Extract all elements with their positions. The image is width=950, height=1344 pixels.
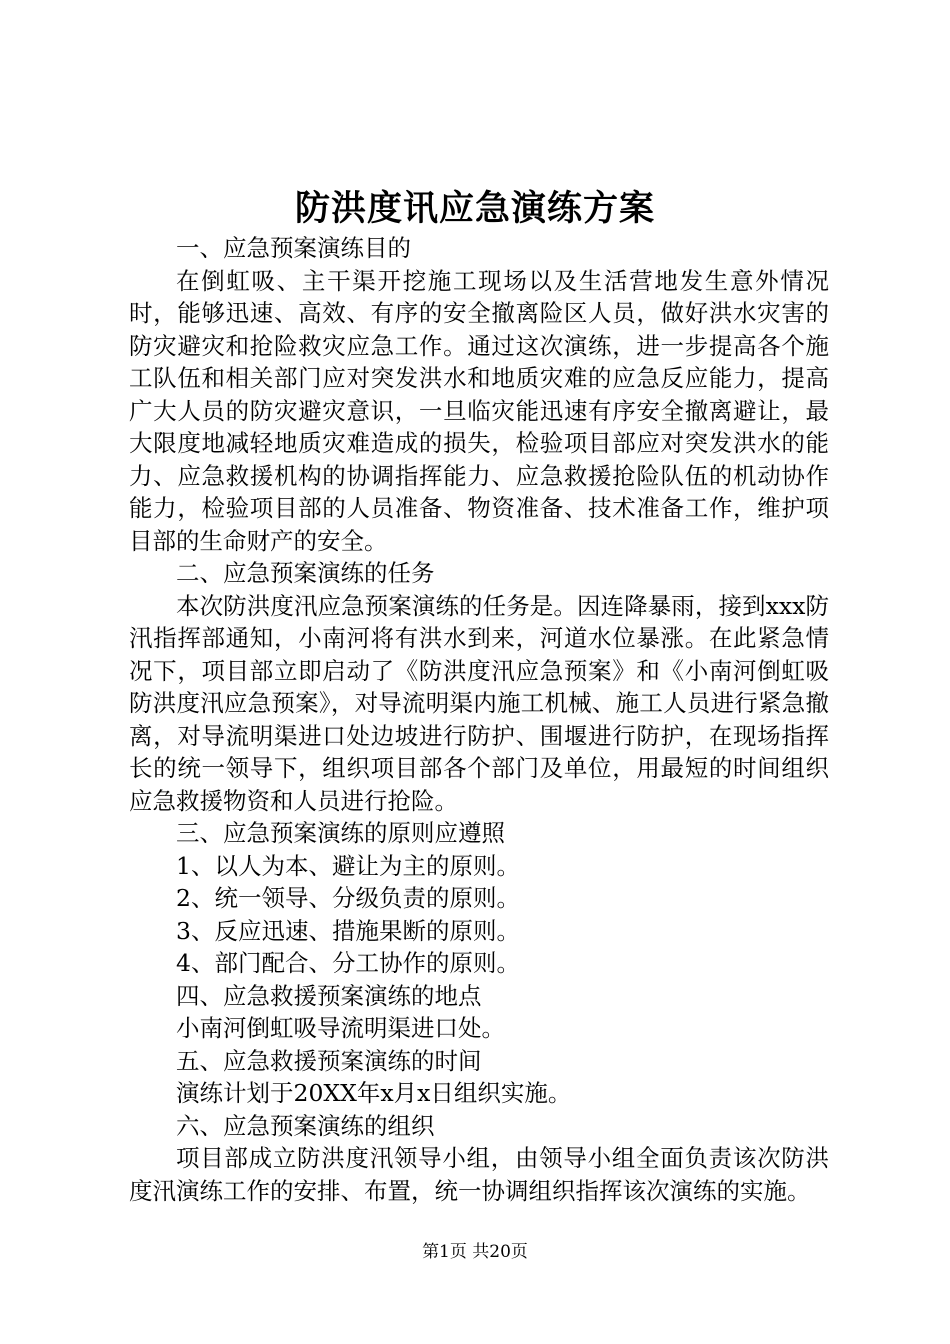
document-title: 防洪度讯应急演练方案 <box>294 188 655 229</box>
time-text: 演练计划于20XX年x月x日组织实施。 <box>176 1079 572 1107</box>
section-heading-location: 四、应急救援预案演练的地点 <box>176 981 482 1010</box>
section-heading-principles: 三、应急预案演练的原则应遵照 <box>176 819 505 847</box>
section-heading-task: 二、应急预案演练的任务 <box>176 559 435 587</box>
document-body <box>129 232 829 1207</box>
principle-item: 1、以人为本、避让为主的原则。 <box>176 851 520 880</box>
principle-item: 3、反应迅速、措施果断的原则。 <box>176 916 520 945</box>
section-heading-time: 五、应急救援预案演练的时间 <box>176 1046 482 1075</box>
paragraph-organization: 项目部成立防洪度汛领导小组，由领导小组全面负责该次防洪度汛演练工作的安排、布置，统一协调组织指挥该次演练的实施。 <box>129 1144 829 1205</box>
section-heading-organization: 六、应急预案演练的组织 <box>176 1111 435 1140</box>
location-text: 小南河倒虹吸导流明渠进口处。 <box>176 1014 505 1042</box>
principle-item: 4、部门配合、分工协作的原则。 <box>176 949 520 977</box>
principle-item: 2、统一领导、分级负责的原则。 <box>176 884 520 912</box>
paragraph-task: 本次防洪度汛应急预案演练的任务是。因连降暴雨，接到xxx防汛指挥部通知，小南河将有洪水到来，河道水位暴涨。在此紧急情况下，项目部立即启动了《防洪度汛应急预案》和《小南河倒虹吸防洪度汛应急预案》，对导流明渠内施工机械、施工人员进行紧急撤离，对导流明渠进口处边坡进行防护、围堰进行防护，在现场指挥长的统一领导下，组织项目部各个部门及单位，用最短的时间组织应急救援物资和人员进行抢险。 <box>129 591 829 815</box>
page-footer: 第1页 共20页 <box>422 1242 528 1262</box>
paragraph-purpose: 在倒虹吸、主干渠开挖施工现场以及生活营地发生意外情况时，能够迅速、高效、有序的安全撤离险区人员，做好洪水灾害的防灾避灾和抢险救灾应急工作。通过这次演练，进一步提高各个施工队伍和相关部门应对突发洪水和地质灾难的应急反应能力，提高广大人员的防灾避灾意识，一旦临灾能迅速有序安全撤离避让，最大限度地减轻地质灾难造成的损失，检验项目部应对突发洪水的能力、应急救援机构的协调指挥能力、应急救援抢险队伍的机动协作能力，检验项目部的人员准备、物资准备、技术准备工作，维护项目部的生命财产的安全。 <box>129 266 829 555</box>
section-heading-purpose: 一、应急预案演练目的 <box>176 234 411 262</box>
